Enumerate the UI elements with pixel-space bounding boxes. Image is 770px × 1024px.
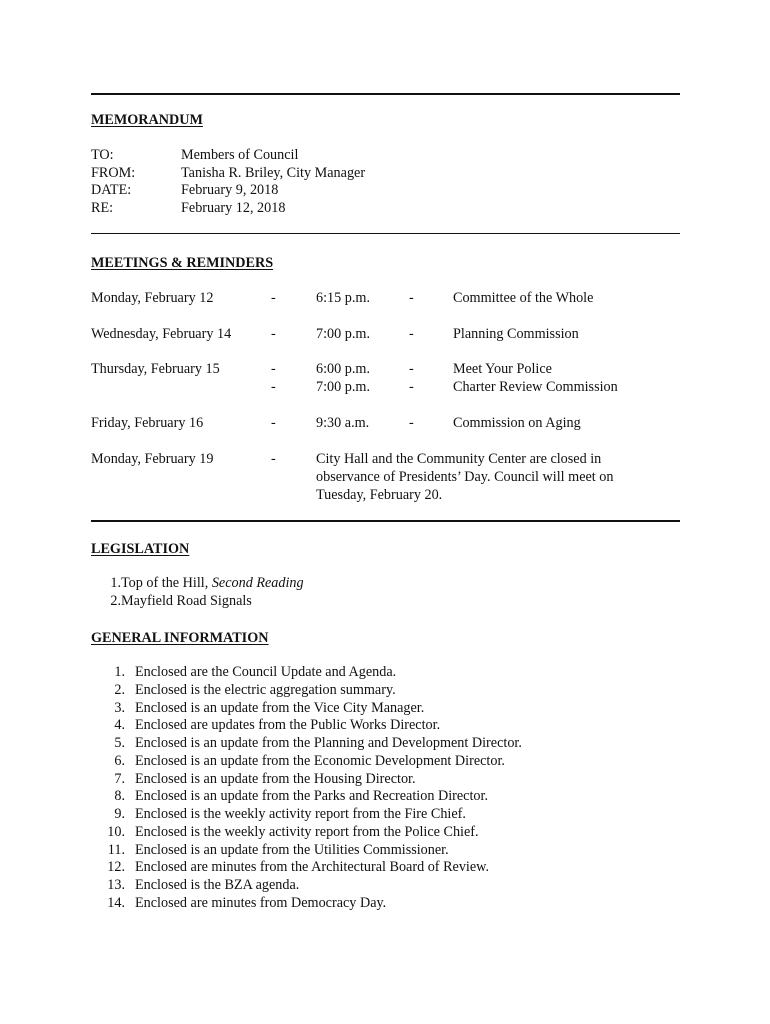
meeting-entry [91,415,680,433]
general-info-text: Enclosed is the weekly activity report from the Police Chief. [135,823,479,840]
legislation-reading: Second Reading [211,575,304,591]
legislation-text [121,575,304,593]
meeting-dash: - [409,361,414,377]
meeting-day: Friday, February 16 [91,415,204,431]
general-info-text: Enclosed are minutes from the Architectural Board of Review. [135,859,490,876]
meeting-dash: - [271,326,276,342]
meetings-heading: MEETINGS & REMINDERS [91,255,274,271]
meeting-time: 9:30 a.m. [316,415,370,431]
legislation-text [121,593,252,611]
list-number: 5. [114,735,125,751]
memo-field-value: February 12, 2018 [181,200,286,216]
top-rule [91,93,680,95]
meeting-event: Committee of the Whole [453,290,594,306]
meeting-event: Meet Your Police [453,361,552,377]
meeting-entry [91,379,680,397]
memo-field-label: FROM: [91,165,136,181]
meeting-day: Monday, February 12 [91,290,214,306]
list-number: 2. [110,592,121,609]
general-info-text: Enclosed is the electric aggregation summary. [135,681,396,698]
meeting-entry [91,290,680,308]
general-info-text: Enclosed are minutes from Democracy Day. [135,894,387,911]
general-info-text: Enclosed is an update from the Planning and Development Director. [135,735,522,751]
meeting-time: 6:15 p.m. [316,290,370,306]
meeting-entry [91,451,680,503]
legislation-heading: LEGISLATION [91,541,190,557]
meeting-event: Charter Review Commission [453,378,618,395]
meeting-event: Planning Commission [453,326,579,342]
list-number: 2. [114,681,125,698]
meeting-note: City Hall and the Community Center are closed in observance of Presidents’ Day. Council will meet on Tuesday, February 20. [316,451,614,503]
list-number: 6. [114,752,125,769]
list-number: 7. [114,770,125,787]
memo-field-label: DATE: [91,182,132,198]
meeting-dash: - [409,290,414,306]
meetings-divider [91,520,680,522]
list-number: 13. [107,877,125,893]
meeting-time: 7:00 p.m. [316,378,370,395]
meeting-dash: - [271,451,276,467]
general-info-text: Enclosed is the weekly activity report from the Fire Chief. [135,806,466,822]
memo-field-value: Members of Council [181,147,299,163]
memo-title: MEMORANDUM [91,112,203,128]
memo-field-row [91,182,491,200]
memo-field-label: TO: [91,147,114,163]
list-number: 1. [114,664,125,680]
meeting-event: Commission on Aging [453,415,581,431]
general-info-text: Enclosed is an update from the Housing Director. [135,770,416,787]
memo-field-row [91,165,491,183]
general-info-heading: GENERAL INFORMATION [91,630,269,646]
meeting-time: 7:00 p.m. [316,326,370,342]
memo-field-row [91,147,491,165]
general-info-text: Enclosed is an update from the Parks and Recreation Director. [135,788,488,805]
list-number: 3. [114,699,125,716]
header-divider [91,233,680,234]
general-info-text: Enclosed is an update from the Utilities Commissioner. [135,841,449,858]
meeting-dash: - [409,326,414,342]
meeting-day: Wednesday, February 14 [91,326,232,342]
meeting-dash: - [271,290,276,306]
general-info-text: Enclosed is an update from the Economic Development Director. [135,752,505,769]
meeting-dash: - [409,378,414,395]
meeting-dash: - [271,415,276,431]
list-number: 9. [114,806,125,822]
list-number: 8. [114,788,125,805]
legislation-title: Mayfield Road Signals [121,592,252,609]
list-number: 4. [114,717,125,734]
meeting-time: 6:00 p.m. [316,361,370,377]
list-number: 1. [110,575,121,591]
list-number: 10. [107,823,125,840]
memo-field-value: Tanisha R. Briley, City Manager [181,165,366,181]
list-number: 12. [107,859,125,876]
memo-field-row [91,200,491,218]
memo-field-label: RE: [91,200,114,216]
general-info-text: Enclosed are the Council Update and Agenda. [135,664,397,680]
meeting-entry [91,326,680,344]
general-info-text: Enclosed are updates from the Public Works Director. [135,717,441,734]
memo-field-value: February 9, 2018 [181,182,279,198]
meeting-dash: - [271,361,276,377]
general-info-text: Enclosed is an update from the Vice City Manager. [135,699,425,716]
meeting-dash: - [409,415,414,431]
legislation-title: Top of the Hill, [121,575,212,591]
list-number: 14. [107,894,125,911]
general-info-text: Enclosed is the BZA agenda. [135,877,300,893]
meeting-entry [91,361,680,379]
meeting-day: Thursday, February 15 [91,361,220,377]
meeting-day: Monday, February 19 [91,451,214,467]
meeting-dash: - [271,378,276,395]
list-number: 11. [107,841,125,858]
